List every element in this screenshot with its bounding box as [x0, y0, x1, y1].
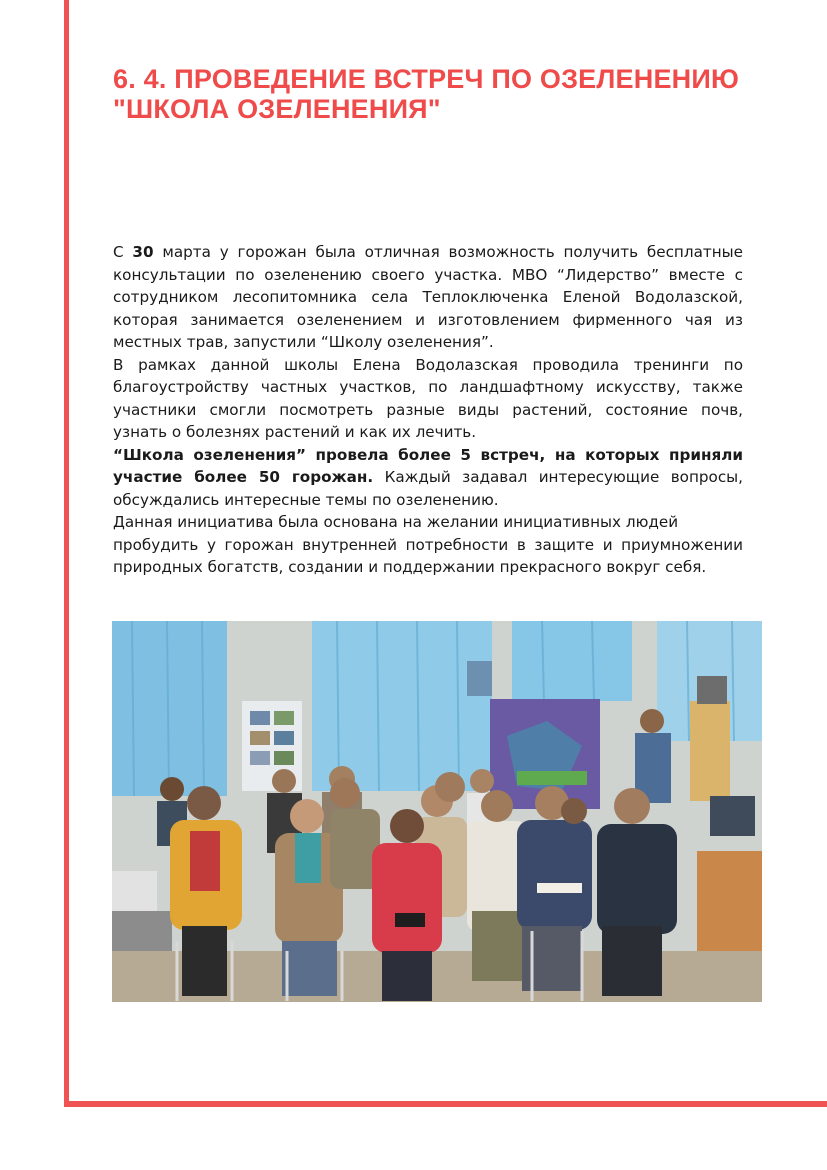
- paragraph-5: пробудить у горожан внутренней потребности в защите и приумножении природных богатств, создании и поддержании прекрасного вокруг себя.: [113, 535, 743, 576]
- article-body: [113, 241, 743, 579]
- section-title: [113, 64, 773, 124]
- event-photo: [112, 621, 762, 1002]
- section-title-text: ПРОВЕДЕНИЕ ВСТРЕЧ ПО ОЗЕЛЕНЕНИЮ: [174, 64, 739, 94]
- paragraph-2: В рамках данной школы Елена Водолазская проводила тренинги по благоустройству частных участков, по ландшафтному искусству, также участники смогли посмотреть разные виды растений, состояние почв, узнать о болезнях растений и как их лечить.: [113, 355, 743, 441]
- paragraph-4: Данная инициатива была основана на желании инициативных людей: [113, 513, 679, 531]
- page-frame-left: [64, 0, 69, 1107]
- paragraph-3-highlight: “Школа озеленения” провела более 5 встреч, на которых приняли участие более 50 горожан.: [113, 445, 743, 486]
- event-photo-illustration: [112, 621, 762, 1002]
- paragraph-3-rest: Каждый задавал интересующие вопросы, обсуждались интересные темы по озеленению.: [113, 468, 743, 509]
- section-number: 6. 4.: [113, 64, 167, 94]
- paragraph-1-date-number: 30: [132, 243, 154, 261]
- section-title-line1: [113, 64, 773, 94]
- page-frame-bottom: [64, 1101, 827, 1107]
- paragraph-1-rest: марта у горожан была отличная возможность получить бесплатные консультации по озеленению своего участка. МВО “Лидерство” вместе с сотрудником лесопитомника села Теплоключенка Еленой Водолазской, которая занимается озеленением и изготовлением фирменного чая из местных трав, запустили “Школу озеленения”.: [113, 243, 743, 351]
- section-title-line2: "ШКОЛА ОЗЕЛЕНЕНИЯ": [113, 94, 441, 124]
- paragraph-1-start: С: [113, 243, 133, 261]
- paragraph-3: [113, 444, 743, 512]
- paragraph-1: [113, 241, 743, 354]
